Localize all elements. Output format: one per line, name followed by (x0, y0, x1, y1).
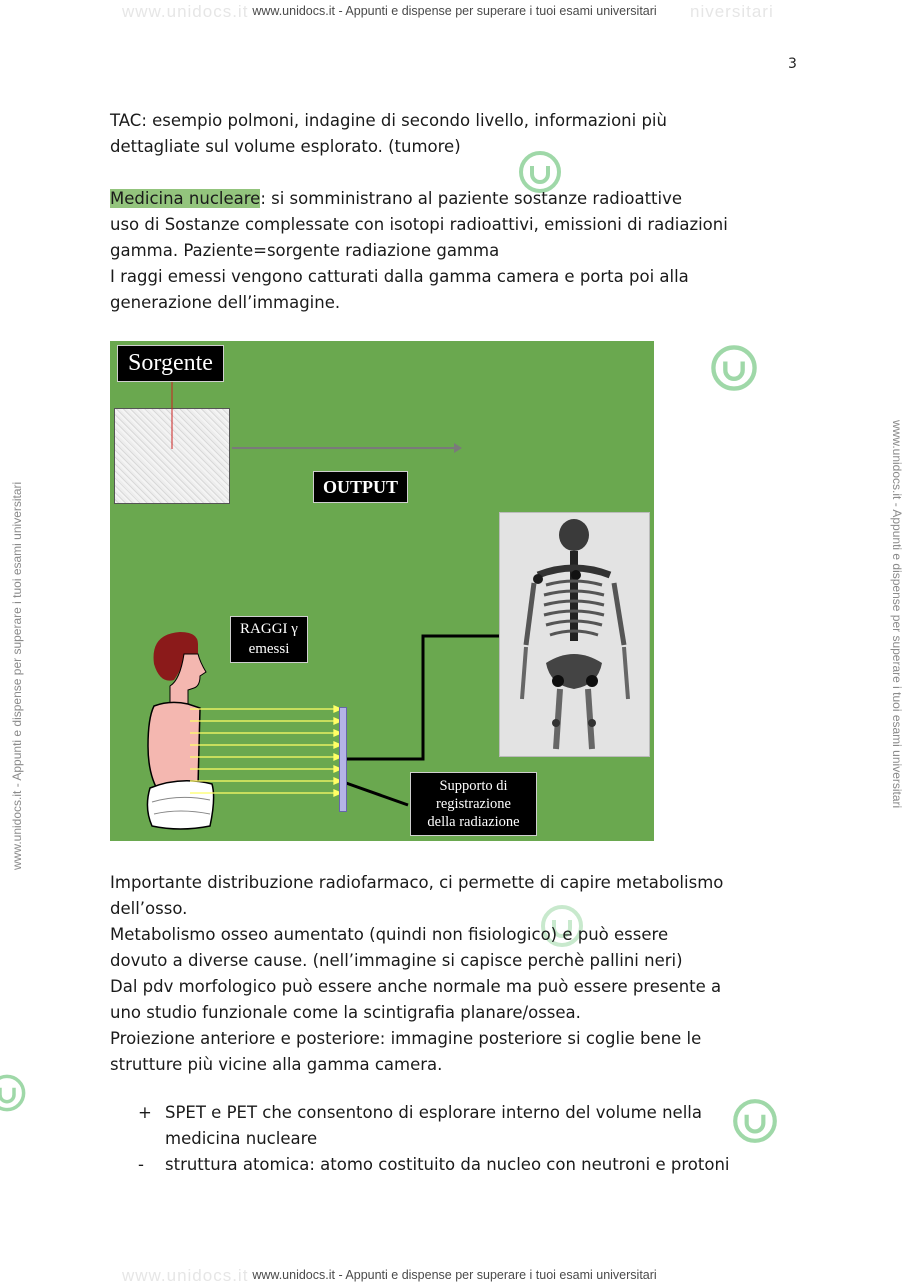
text-line: dettagliate sul volume esplorato. (tumore) (110, 137, 461, 156)
text-line: Importante distribuzione radiofarmaco, ci permette di capire metabolismo (110, 873, 724, 892)
raggi-label-line: RAGGI γ (240, 621, 298, 637)
text-line: I raggi emessi vengono catturati dalla gamma camera e porta poi alla (110, 267, 689, 286)
watermark-side-left: www.unidocs.it - Appunti e dispense per superare i tuoi esami universitari (10, 481, 24, 870)
supporto-label-line: registrazione (436, 796, 511, 812)
tac-paragraph (110, 108, 810, 160)
text-line: Metabolismo osseo aumentato (quindi non fisiologico) e può essere (110, 925, 669, 944)
list-item (110, 1100, 810, 1152)
watermark-logo-icon (708, 342, 760, 394)
text-line: struttura atomica: atomo costituito da nucleo con neutroni e protoni (165, 1155, 730, 1174)
text-fragment: : si somministrano al paziente sostanze radioattive (260, 189, 683, 208)
watermark-logo-icon (0, 1072, 28, 1114)
skeleton-illustration (500, 513, 649, 756)
supporto-label (410, 772, 537, 836)
bullet-list (110, 1100, 810, 1178)
bone-scan-image (499, 512, 650, 757)
text-line: SPET e PET che consentono di esplorare interno del volume nella (165, 1103, 702, 1122)
text-line: dovuto a diverse cause. (nell’immagine si capisce perchè pallini neri) (110, 951, 683, 970)
highlighted-term: Medicina nucleare (110, 189, 261, 208)
text-line: TAC: esempio polmoni, indagine di secondo livello, informazioni più (110, 111, 667, 130)
text-line: Dal pdv morfologico può essere anche normale ma può essere presente a (110, 977, 722, 996)
gamma-rays (190, 701, 350, 801)
gamma-camera-figure (110, 341, 654, 841)
watermark-side-right: www.unidocs.it - Appunti e dispense per superare i tuoi esami universitari (890, 420, 904, 809)
supporto-label-line: della radiazione (427, 814, 520, 830)
metabolismo-paragraph (110, 870, 810, 1078)
raggi-label-line: emessi (248, 641, 290, 657)
text-line: uno studio funzionale come la scintigrafia planare/ossea. (110, 1003, 581, 1022)
text-line: gamma. Paziente=sorgente radiazione gamma (110, 241, 500, 260)
output-label: OUTPUT (313, 471, 408, 503)
supporto-label-line: Supporto di (439, 778, 508, 794)
sorgente-label: Sorgente (117, 345, 224, 382)
watermark-ghost-top-right: niversitari (690, 2, 774, 21)
watermark-banner-bottom: www.unidocs.it - Appunti e dispense per superare i tuoi esami universitari (252, 1268, 657, 1282)
watermark-ghost-top: www.unidocs.it (122, 2, 249, 21)
gamma-camera-detector (339, 707, 347, 812)
text-line: medicina nucleare (165, 1129, 318, 1148)
text-line: dell’osso. (110, 899, 188, 918)
bullet-marker: - (138, 1155, 144, 1174)
text-line: strutture più vicine alla gamma camera. (110, 1055, 443, 1074)
watermark-ghost-bottom: www.unidocs.it (122, 1266, 249, 1285)
text-line (110, 186, 810, 212)
watermark-banner-top: www.unidocs.it - Appunti e dispense per superare i tuoi esami universitari (252, 4, 657, 18)
page-number: 3 (788, 56, 797, 72)
medicina-nucleare-paragraph (110, 186, 810, 316)
bullet-marker: + (138, 1103, 152, 1122)
text-line: generazione dell’immagine. (110, 293, 341, 312)
text-line: uso di Sostanze complessate con isotopi radioattivi, emissioni di radiazioni (110, 215, 728, 234)
text-line: Proiezione anteriore e posteriore: immagine posteriore si coglie bene le (110, 1029, 702, 1048)
list-item (110, 1152, 810, 1178)
